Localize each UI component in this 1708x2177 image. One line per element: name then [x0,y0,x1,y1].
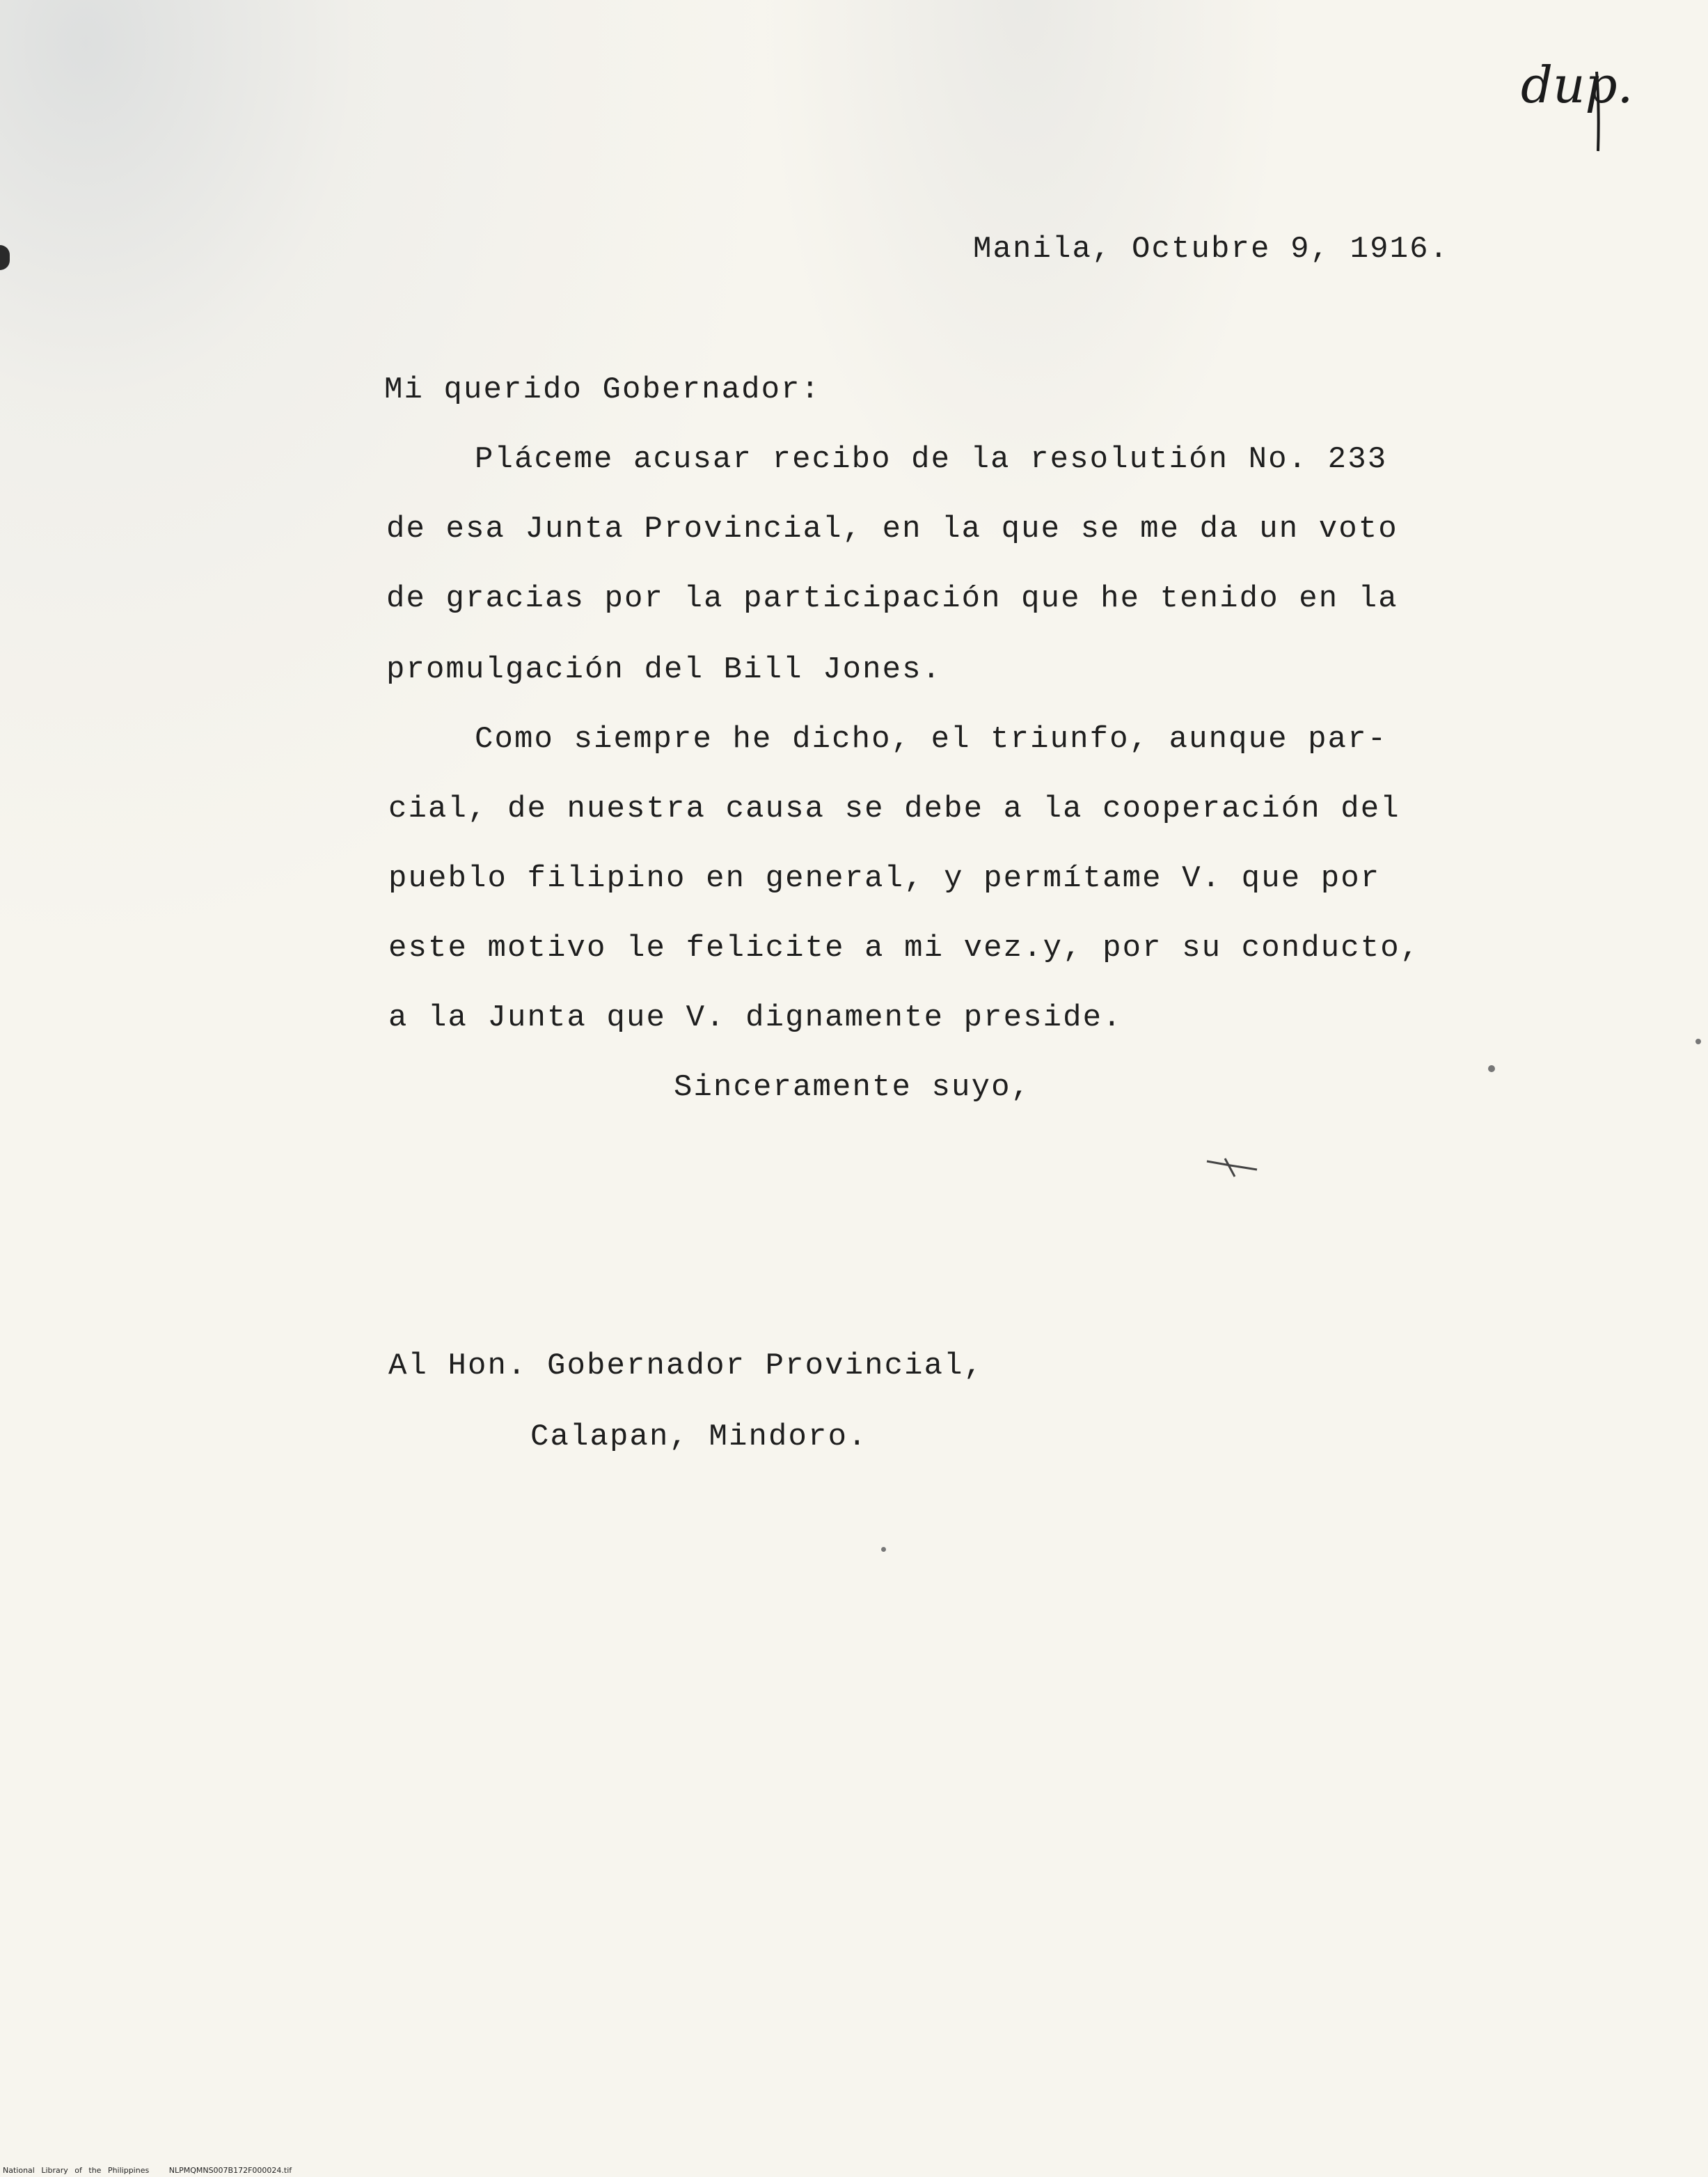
body-line: pueblo filipino en general, y permítame V. que por [388,861,1381,896]
paper-speck [1695,1039,1701,1044]
footer-institution: National Library of the Philippines [3,2166,150,2175]
handwritten-annotation: dup. [1521,56,1634,114]
date-line: Manila, Octubre 9, 1916. [973,232,1450,267]
addressee-line-2: Calapan, Mindoro. [530,1420,868,1454]
body-line: Pláceme acusar recibo de la resolutión No. 233 [475,442,1388,477]
addressee-line-1: Al Hon. Gobernador Provincial, [388,1349,984,1383]
paper-speck [1488,1065,1495,1072]
body-line: Como siempre he dicho, el triunfo, aunque par- [475,722,1388,757]
archive-footer [3,2166,292,2175]
body-line: de gracias por la participación que he tenido en la [386,581,1398,616]
body-line: a la Junta que V. dignamente preside. [388,1000,1123,1035]
body-line: promulgación del Bill Jones. [386,652,942,687]
closing: Sinceramente suyo, [674,1070,1031,1105]
body-line: cial, de nuestra causa se debe a la cooperación del [388,792,1400,826]
footer-file-id: NLPMQMNS007B172F000024.tif [168,2166,292,2175]
paper-speck [881,1547,886,1552]
body-line: este motivo le felicite a mi vez.y, por su conducto, [388,931,1421,966]
margin-mark-icon [1204,1149,1260,1184]
body-line: de esa Junta Provincial, en la que se me da un voto [386,512,1398,547]
salutation: Mi querido Gobernador: [384,372,821,407]
